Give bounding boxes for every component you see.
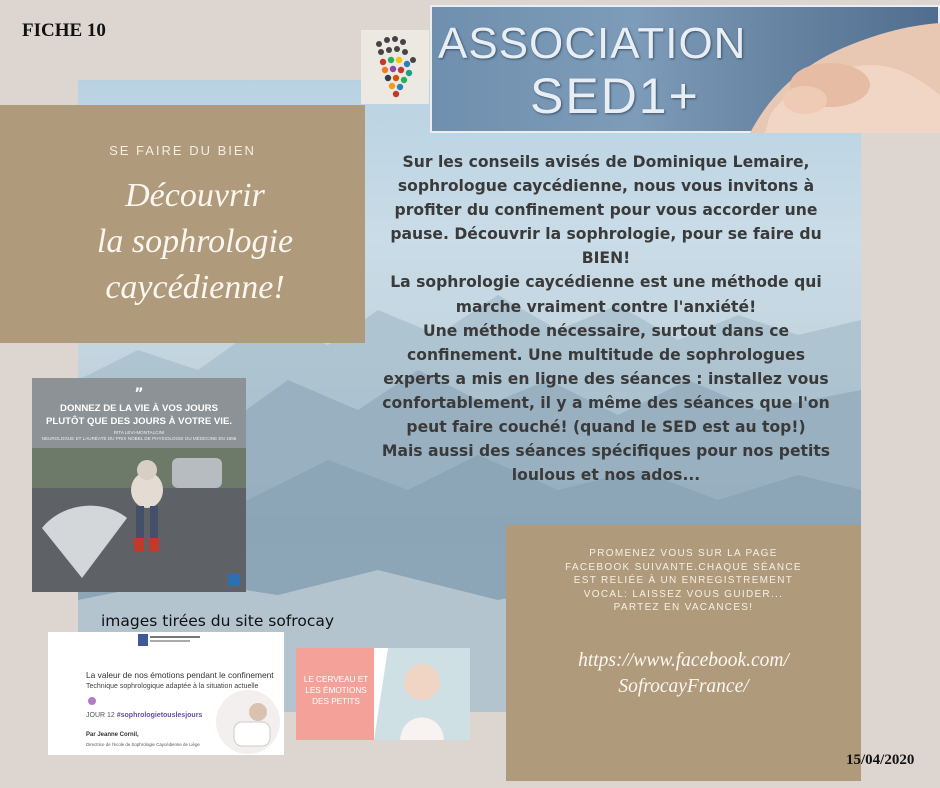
instruction-line: EST RELIÉE À UN ENREGISTREMENT — [573, 575, 794, 586]
title-kicker: SE FAIRE DU BIEN — [109, 143, 256, 158]
baby-image — [374, 648, 470, 740]
facebook-link-line[interactable]: SofrocayFrance/ — [618, 676, 749, 697]
brain-emotions-card — [296, 648, 470, 740]
fiche-label: FICHE 10 — [22, 20, 106, 41]
card2-line: LE CERVEAU ET — [303, 675, 369, 684]
quote-author-role: NEUROLOGUE ET LAURÉATE DU PRIX NOBEL DE PHYSIOLOGIE OU MÉDECINE EN 1986 — [41, 436, 237, 441]
association-banner — [430, 5, 940, 133]
quote-photo — [32, 378, 246, 592]
quote-text — [32, 402, 246, 428]
instruction-line: PARTEZ EN VACANCES! — [613, 602, 754, 613]
quote-line: PLUTÔT QUE DES JOURS À VOTRE VIE. — [45, 416, 233, 427]
title-line: caycédienne! — [105, 269, 285, 306]
card-graphics — [48, 632, 284, 755]
text-line: pause. Découvrir la sophrologie, pour se faire du — [390, 225, 822, 244]
text-line: BIEN! — [581, 249, 631, 268]
quote-line: DONNEZ DE LA VIE À VOS JOURS — [60, 403, 218, 414]
main-text-block — [368, 150, 844, 487]
text-line: Sur les conseils avisés de Dominique Lemaire, — [402, 153, 810, 171]
card-title: La valeur de nos émotions pendant le confinement — [86, 670, 274, 680]
title-card — [0, 105, 365, 343]
card-day-label: JOUR 12 — [86, 712, 115, 719]
instruction-line: VOCAL: LAISSEZ VOUS GUIDER... — [583, 588, 784, 600]
handprint-logo — [361, 30, 429, 104]
card-day — [86, 712, 202, 719]
facebook-card — [506, 525, 861, 781]
text-line: confortablement, il y a même des séances que l'on — [382, 393, 830, 412]
handprint-icon — [361, 30, 429, 104]
text-line: Une méthode nécessaire, surtout dans ce — [422, 321, 790, 340]
card2-line: LES ÉMOTIONS — [305, 686, 367, 695]
emotions-card — [48, 632, 284, 755]
instruction-line: PROMENEZ VOUS SUR LA PAGE — [589, 548, 778, 559]
quote-author-name: RITA LEVI-MONTALCINI — [113, 430, 165, 435]
facebook-link[interactable] — [506, 648, 861, 700]
title-line: Découvrir — [125, 177, 265, 214]
card-author-role: Directrice de l'école de Sophrologie Caycédienne de Liège — [86, 742, 200, 747]
baby-hand-image — [710, 5, 940, 133]
page-title — [0, 173, 390, 311]
banner-title: ASSOCIATION — [438, 19, 747, 68]
text-line: Mais aussi des séances spécifiques pour nos petits — [381, 442, 831, 461]
images-caption: images tirées du site sofrocay — [101, 612, 335, 630]
card2-line: DES PETITS — [312, 697, 360, 706]
card-hashtag: #sophrologietouslesjours — [116, 712, 203, 719]
facebook-link-line[interactable]: https://www.facebook.com/ — [578, 650, 789, 671]
card-author: Par Jeanne Cornil, — [86, 732, 139, 738]
date-label: 15/04/2020 — [846, 752, 915, 768]
banner-subtitle: SED1+ — [530, 68, 700, 124]
text-line: marche vraiment contre l'anxiété! — [455, 297, 757, 316]
text-line: profiter du confinement pour vous accorder une — [394, 201, 818, 220]
title-line: la sophrologie — [96, 223, 294, 260]
quote-author — [32, 430, 246, 442]
text-line: peut faire couché! (quand le SED est au top!) — [406, 418, 806, 437]
facebook-instructions — [506, 547, 861, 615]
text-line: La sophrologie caycédienne est une méthode qui — [390, 273, 822, 292]
card-subtitle: Technique sophrologique adaptée à la situation actuelle — [86, 683, 259, 690]
instruction-line: FACEBOOK SUIVANTE.CHAQUE SÉANCE — [565, 561, 802, 573]
quote-mark: ” — [134, 386, 144, 402]
text-line: sophrologue caycédienne, nous vous invitons à — [397, 177, 815, 196]
text-line: confinement. Une multitude de sophrologues — [406, 345, 806, 364]
text-line: experts a mis en ligne des séances : installez vous — [383, 369, 829, 388]
card2-text — [298, 674, 374, 707]
text-line: loulous et nos ados... — [511, 466, 701, 485]
